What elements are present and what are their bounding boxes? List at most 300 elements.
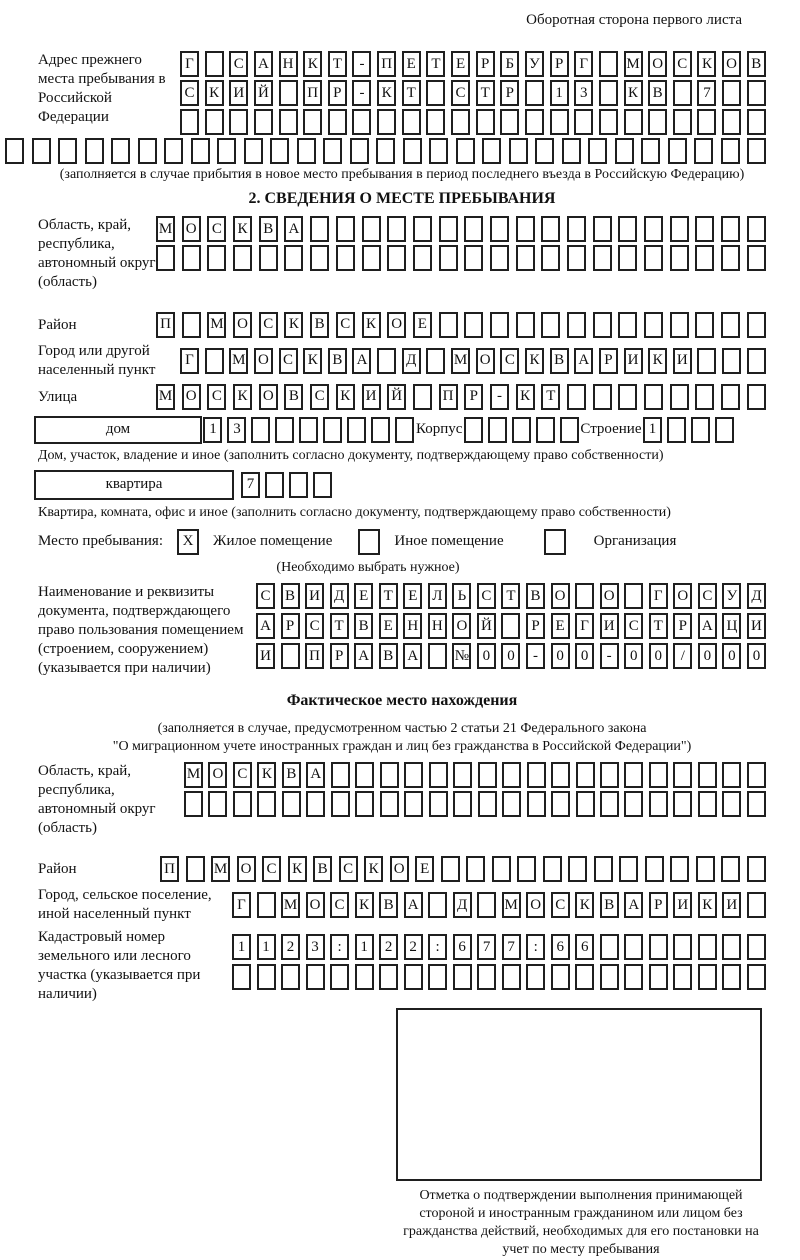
checkbox-organization[interactable]	[544, 529, 566, 555]
char-box[interactable]: Е	[413, 312, 432, 338]
char-box[interactable]	[696, 856, 715, 882]
char-box[interactable]	[32, 138, 51, 164]
char-box[interactable]: Д	[330, 583, 349, 609]
char-box[interactable]	[58, 138, 77, 164]
char-box[interactable]: В	[313, 856, 332, 882]
char-box[interactable]: О	[551, 583, 570, 609]
char-box[interactable]	[673, 964, 692, 990]
char-box[interactable]: Д	[453, 892, 472, 918]
char-box[interactable]: В	[328, 348, 347, 374]
char-box[interactable]: Г	[232, 892, 251, 918]
char-box[interactable]	[667, 417, 686, 443]
char-box[interactable]: 6	[575, 934, 594, 960]
char-box[interactable]	[429, 138, 448, 164]
char-box[interactable]: С	[339, 856, 358, 882]
char-box[interactable]	[697, 109, 716, 135]
char-box[interactable]: Г	[180, 348, 199, 374]
char-box[interactable]	[402, 109, 421, 135]
char-box[interactable]	[567, 384, 586, 410]
char-box[interactable]	[502, 964, 521, 990]
char-box[interactable]	[439, 245, 458, 271]
char-box[interactable]: Т	[649, 613, 668, 639]
char-box[interactable]: 1	[355, 934, 374, 960]
char-box[interactable]	[313, 472, 332, 498]
char-box[interactable]	[747, 892, 766, 918]
char-box[interactable]: О	[208, 762, 227, 788]
char-box[interactable]	[644, 216, 663, 242]
char-box[interactable]	[695, 384, 714, 410]
char-box[interactable]	[618, 312, 637, 338]
char-box[interactable]	[576, 762, 595, 788]
char-box[interactable]: И	[673, 892, 692, 918]
char-box[interactable]	[668, 138, 687, 164]
char-box[interactable]	[355, 762, 374, 788]
char-box[interactable]: П	[156, 312, 175, 338]
char-box[interactable]	[670, 384, 689, 410]
char-box[interactable]: К	[697, 51, 716, 77]
char-box[interactable]	[413, 216, 432, 242]
char-box[interactable]	[453, 791, 472, 817]
char-box[interactable]	[594, 856, 613, 882]
char-box[interactable]	[428, 964, 447, 990]
char-box[interactable]	[464, 245, 483, 271]
char-box[interactable]	[593, 384, 612, 410]
char-box[interactable]	[673, 762, 692, 788]
char-box[interactable]	[670, 245, 689, 271]
char-box[interactable]	[453, 762, 472, 788]
char-box[interactable]: Р	[599, 348, 618, 374]
char-box[interactable]	[282, 791, 301, 817]
char-box[interactable]	[490, 216, 509, 242]
char-box[interactable]	[673, 791, 692, 817]
char-box[interactable]	[429, 791, 448, 817]
char-box[interactable]: Г	[180, 51, 199, 77]
char-box[interactable]	[721, 312, 740, 338]
char-box[interactable]: Т	[476, 80, 495, 106]
char-box[interactable]	[439, 216, 458, 242]
char-box[interactable]	[541, 216, 560, 242]
char-box[interactable]: С	[551, 892, 570, 918]
char-box[interactable]	[350, 138, 369, 164]
char-box[interactable]	[464, 417, 483, 443]
char-box[interactable]: О	[673, 583, 692, 609]
char-box[interactable]: О	[306, 892, 325, 918]
char-box[interactable]: Р	[328, 80, 347, 106]
char-box[interactable]: /	[673, 643, 692, 669]
char-box[interactable]: 2	[379, 934, 398, 960]
char-box[interactable]: К	[377, 80, 396, 106]
char-box[interactable]: Е	[403, 583, 422, 609]
char-box[interactable]: А	[574, 348, 593, 374]
char-box[interactable]: Р	[330, 643, 349, 669]
char-box[interactable]: -	[490, 384, 509, 410]
char-box[interactable]: Р	[281, 613, 300, 639]
char-box[interactable]	[413, 384, 432, 410]
char-box[interactable]	[517, 856, 536, 882]
char-box[interactable]: К	[233, 384, 252, 410]
char-box[interactable]: М	[502, 892, 521, 918]
char-box[interactable]: С	[207, 216, 226, 242]
char-box[interactable]	[747, 80, 766, 106]
char-box[interactable]	[328, 109, 347, 135]
char-box[interactable]	[567, 245, 586, 271]
char-box[interactable]: А	[254, 51, 273, 77]
char-box[interactable]	[747, 934, 766, 960]
char-box[interactable]: О	[526, 892, 545, 918]
char-box[interactable]	[379, 964, 398, 990]
char-box[interactable]: К	[336, 384, 355, 410]
char-box[interactable]: Д	[747, 583, 766, 609]
char-box[interactable]: О	[387, 312, 406, 338]
char-box[interactable]	[747, 245, 766, 271]
char-box[interactable]: Р	[526, 613, 545, 639]
char-box[interactable]: П	[439, 384, 458, 410]
char-box[interactable]	[516, 216, 535, 242]
char-box[interactable]	[722, 109, 741, 135]
char-box[interactable]: О	[476, 348, 495, 374]
char-box[interactable]: С	[262, 856, 281, 882]
char-box[interactable]	[330, 964, 349, 990]
char-box[interactable]	[722, 80, 741, 106]
char-box[interactable]: С	[229, 51, 248, 77]
char-box[interactable]	[644, 312, 663, 338]
char-box[interactable]	[722, 762, 741, 788]
char-box[interactable]	[721, 138, 740, 164]
char-box[interactable]: И	[722, 892, 741, 918]
char-box[interactable]	[624, 791, 643, 817]
char-box[interactable]	[694, 138, 713, 164]
char-box[interactable]: С	[310, 384, 329, 410]
char-box[interactable]	[747, 312, 766, 338]
char-box[interactable]: 7	[697, 80, 716, 106]
char-box[interactable]: А	[624, 892, 643, 918]
char-box[interactable]: К	[364, 856, 383, 882]
char-box[interactable]: С	[259, 312, 278, 338]
char-box[interactable]	[205, 348, 224, 374]
char-box[interactable]	[281, 643, 300, 669]
char-box[interactable]: Н	[403, 613, 422, 639]
char-box[interactable]	[722, 964, 741, 990]
char-box[interactable]: Т	[379, 583, 398, 609]
char-box[interactable]: 0	[747, 643, 766, 669]
char-box[interactable]	[404, 791, 423, 817]
char-box[interactable]	[695, 245, 714, 271]
char-box[interactable]	[721, 216, 740, 242]
char-box[interactable]: 0	[477, 643, 496, 669]
char-box[interactable]: 1	[550, 80, 569, 106]
char-box[interactable]: В	[379, 643, 398, 669]
char-box[interactable]	[439, 312, 458, 338]
char-box[interactable]: С	[477, 583, 496, 609]
char-box[interactable]	[490, 312, 509, 338]
char-box[interactable]	[5, 138, 24, 164]
char-box[interactable]	[721, 856, 740, 882]
char-box[interactable]	[482, 138, 501, 164]
char-box[interactable]	[404, 964, 423, 990]
char-box[interactable]: Т	[426, 51, 445, 77]
char-box[interactable]: С	[500, 348, 519, 374]
char-box[interactable]	[488, 417, 507, 443]
char-box[interactable]	[512, 417, 531, 443]
char-box[interactable]	[251, 417, 270, 443]
char-box[interactable]: К	[205, 80, 224, 106]
char-box[interactable]	[477, 964, 496, 990]
char-box[interactable]	[191, 138, 210, 164]
char-box[interactable]: К	[516, 384, 535, 410]
char-box[interactable]: -	[352, 51, 371, 77]
char-box[interactable]: 7	[241, 472, 260, 498]
char-box[interactable]: Й	[387, 384, 406, 410]
char-box[interactable]	[232, 964, 251, 990]
char-box[interactable]: 7	[477, 934, 496, 960]
char-box[interactable]	[721, 245, 740, 271]
char-box[interactable]	[624, 934, 643, 960]
char-box[interactable]: М	[156, 216, 175, 242]
char-box[interactable]: Г	[574, 51, 593, 77]
char-box[interactable]: 0	[624, 643, 643, 669]
char-box[interactable]	[377, 348, 396, 374]
char-box[interactable]: Л	[428, 583, 447, 609]
char-box[interactable]	[593, 245, 612, 271]
char-box[interactable]	[695, 216, 714, 242]
char-box[interactable]	[697, 348, 716, 374]
char-box[interactable]	[355, 791, 374, 817]
char-box[interactable]: С	[207, 384, 226, 410]
char-box[interactable]: С	[330, 892, 349, 918]
char-box[interactable]	[138, 138, 157, 164]
char-box[interactable]: 1	[203, 417, 222, 443]
char-box[interactable]	[331, 762, 350, 788]
char-box[interactable]	[673, 80, 692, 106]
char-box[interactable]	[426, 80, 445, 106]
char-box[interactable]: М	[184, 762, 203, 788]
char-box[interactable]	[466, 856, 485, 882]
char-box[interactable]	[747, 762, 766, 788]
char-box[interactable]	[456, 138, 475, 164]
char-box[interactable]: Е	[415, 856, 434, 882]
char-box[interactable]	[233, 791, 252, 817]
char-box[interactable]	[624, 583, 643, 609]
char-box[interactable]: К	[648, 348, 667, 374]
char-box[interactable]: А	[256, 613, 275, 639]
char-box[interactable]	[362, 245, 381, 271]
char-box[interactable]	[310, 216, 329, 242]
char-box[interactable]	[645, 856, 664, 882]
char-box[interactable]	[600, 791, 619, 817]
char-box[interactable]	[526, 964, 545, 990]
char-box[interactable]	[527, 791, 546, 817]
char-box[interactable]	[525, 109, 544, 135]
char-box[interactable]	[376, 138, 395, 164]
char-box[interactable]: С	[698, 583, 717, 609]
char-box[interactable]: В	[282, 762, 301, 788]
char-box[interactable]	[184, 791, 203, 817]
char-box[interactable]: В	[259, 216, 278, 242]
char-box[interactable]	[233, 245, 252, 271]
char-box[interactable]	[670, 312, 689, 338]
char-box[interactable]	[490, 245, 509, 271]
char-box[interactable]: Е	[379, 613, 398, 639]
char-box[interactable]: П	[377, 51, 396, 77]
char-box[interactable]	[395, 417, 414, 443]
char-box[interactable]: :	[428, 934, 447, 960]
char-box[interactable]: Й	[477, 613, 496, 639]
char-box[interactable]	[478, 762, 497, 788]
char-box[interactable]: О	[254, 348, 273, 374]
char-box[interactable]: Т	[402, 80, 421, 106]
char-box[interactable]	[618, 245, 637, 271]
char-box[interactable]: Е	[354, 583, 373, 609]
char-box[interactable]	[371, 417, 390, 443]
char-box[interactable]	[698, 964, 717, 990]
char-box[interactable]	[254, 109, 273, 135]
char-box[interactable]	[615, 138, 634, 164]
char-box[interactable]	[568, 856, 587, 882]
char-box[interactable]	[535, 138, 554, 164]
char-box[interactable]	[208, 791, 227, 817]
char-box[interactable]: Т	[330, 613, 349, 639]
checkbox-other-premises[interactable]	[358, 529, 380, 555]
char-box[interactable]: №	[452, 643, 471, 669]
char-box[interactable]	[747, 791, 766, 817]
char-box[interactable]: Р	[550, 51, 569, 77]
char-box[interactable]: П	[160, 856, 179, 882]
char-box[interactable]: В	[379, 892, 398, 918]
char-box[interactable]: К	[624, 80, 643, 106]
char-box[interactable]	[747, 856, 766, 882]
char-box[interactable]	[404, 762, 423, 788]
char-box[interactable]	[624, 964, 643, 990]
char-box[interactable]	[644, 384, 663, 410]
char-box[interactable]: Ь	[452, 583, 471, 609]
char-box[interactable]: О	[648, 51, 667, 77]
char-box[interactable]	[279, 109, 298, 135]
char-box[interactable]: :	[526, 934, 545, 960]
registration-stamp-box[interactable]	[396, 1008, 762, 1181]
char-box[interactable]: Е	[402, 51, 421, 77]
char-box[interactable]: С	[256, 583, 275, 609]
char-box[interactable]	[722, 348, 741, 374]
char-box[interactable]	[536, 417, 555, 443]
char-box[interactable]	[85, 138, 104, 164]
char-box[interactable]: О	[600, 583, 619, 609]
char-box[interactable]	[111, 138, 130, 164]
char-box[interactable]: В	[747, 51, 766, 77]
char-box[interactable]	[270, 138, 289, 164]
char-box[interactable]: А	[352, 348, 371, 374]
char-box[interactable]	[352, 109, 371, 135]
char-box[interactable]: М	[451, 348, 470, 374]
char-box[interactable]: В	[648, 80, 667, 106]
char-box[interactable]	[297, 138, 316, 164]
char-box[interactable]: В	[310, 312, 329, 338]
char-box[interactable]	[670, 216, 689, 242]
char-box[interactable]: К	[303, 51, 322, 77]
char-box[interactable]	[599, 109, 618, 135]
char-box[interactable]	[217, 138, 236, 164]
char-box[interactable]	[747, 964, 766, 990]
char-box[interactable]: 3	[306, 934, 325, 960]
char-box[interactable]	[641, 138, 660, 164]
char-box[interactable]	[257, 892, 276, 918]
char-box[interactable]: А	[306, 762, 325, 788]
char-box[interactable]: О	[722, 51, 741, 77]
char-box[interactable]: Е	[551, 613, 570, 639]
char-box[interactable]	[648, 109, 667, 135]
char-box[interactable]	[619, 856, 638, 882]
char-box[interactable]	[182, 312, 201, 338]
char-box[interactable]: -	[600, 643, 619, 669]
char-box[interactable]: И	[229, 80, 248, 106]
char-box[interactable]: А	[404, 892, 423, 918]
char-box[interactable]: Т	[541, 384, 560, 410]
char-box[interactable]: Е	[451, 51, 470, 77]
char-box[interactable]	[593, 312, 612, 338]
char-box[interactable]: К	[233, 216, 252, 242]
char-box[interactable]	[624, 762, 643, 788]
char-box[interactable]	[387, 216, 406, 242]
char-box[interactable]	[244, 138, 263, 164]
char-box[interactable]: Р	[476, 51, 495, 77]
char-box[interactable]: М	[281, 892, 300, 918]
char-box[interactable]	[306, 964, 325, 990]
char-box[interactable]	[698, 934, 717, 960]
char-box[interactable]	[451, 109, 470, 135]
char-box[interactable]	[502, 762, 521, 788]
char-box[interactable]: В	[284, 384, 303, 410]
char-box[interactable]	[323, 417, 342, 443]
char-box[interactable]: К	[575, 892, 594, 918]
char-box[interactable]	[567, 312, 586, 338]
char-box[interactable]	[265, 472, 284, 498]
char-box[interactable]	[180, 109, 199, 135]
char-box[interactable]	[618, 216, 637, 242]
char-box[interactable]	[380, 762, 399, 788]
char-box[interactable]	[478, 791, 497, 817]
char-box[interactable]	[299, 417, 318, 443]
char-box[interactable]: В	[550, 348, 569, 374]
char-box[interactable]: М	[156, 384, 175, 410]
char-box[interactable]	[377, 109, 396, 135]
char-box[interactable]: 0	[722, 643, 741, 669]
char-box[interactable]: П	[305, 643, 324, 669]
char-box[interactable]	[453, 964, 472, 990]
char-box[interactable]: 0	[551, 643, 570, 669]
char-box[interactable]: В	[526, 583, 545, 609]
char-box[interactable]: Р	[500, 80, 519, 106]
char-box[interactable]	[303, 109, 322, 135]
char-box[interactable]: В	[600, 892, 619, 918]
char-box[interactable]	[593, 216, 612, 242]
char-box[interactable]	[257, 791, 276, 817]
char-box[interactable]	[600, 934, 619, 960]
char-box[interactable]: 2	[281, 934, 300, 960]
char-box[interactable]	[541, 312, 560, 338]
char-box[interactable]	[747, 138, 766, 164]
char-box[interactable]	[560, 417, 579, 443]
char-box[interactable]	[527, 762, 546, 788]
checkbox-residential[interactable]: X	[177, 529, 199, 555]
char-box[interactable]	[229, 109, 248, 135]
char-box[interactable]	[600, 762, 619, 788]
char-box[interactable]	[259, 245, 278, 271]
char-box[interactable]: О	[452, 613, 471, 639]
char-box[interactable]	[347, 417, 366, 443]
char-box[interactable]: И	[305, 583, 324, 609]
char-box[interactable]	[747, 384, 766, 410]
char-box[interactable]	[182, 245, 201, 271]
char-box[interactable]	[387, 245, 406, 271]
